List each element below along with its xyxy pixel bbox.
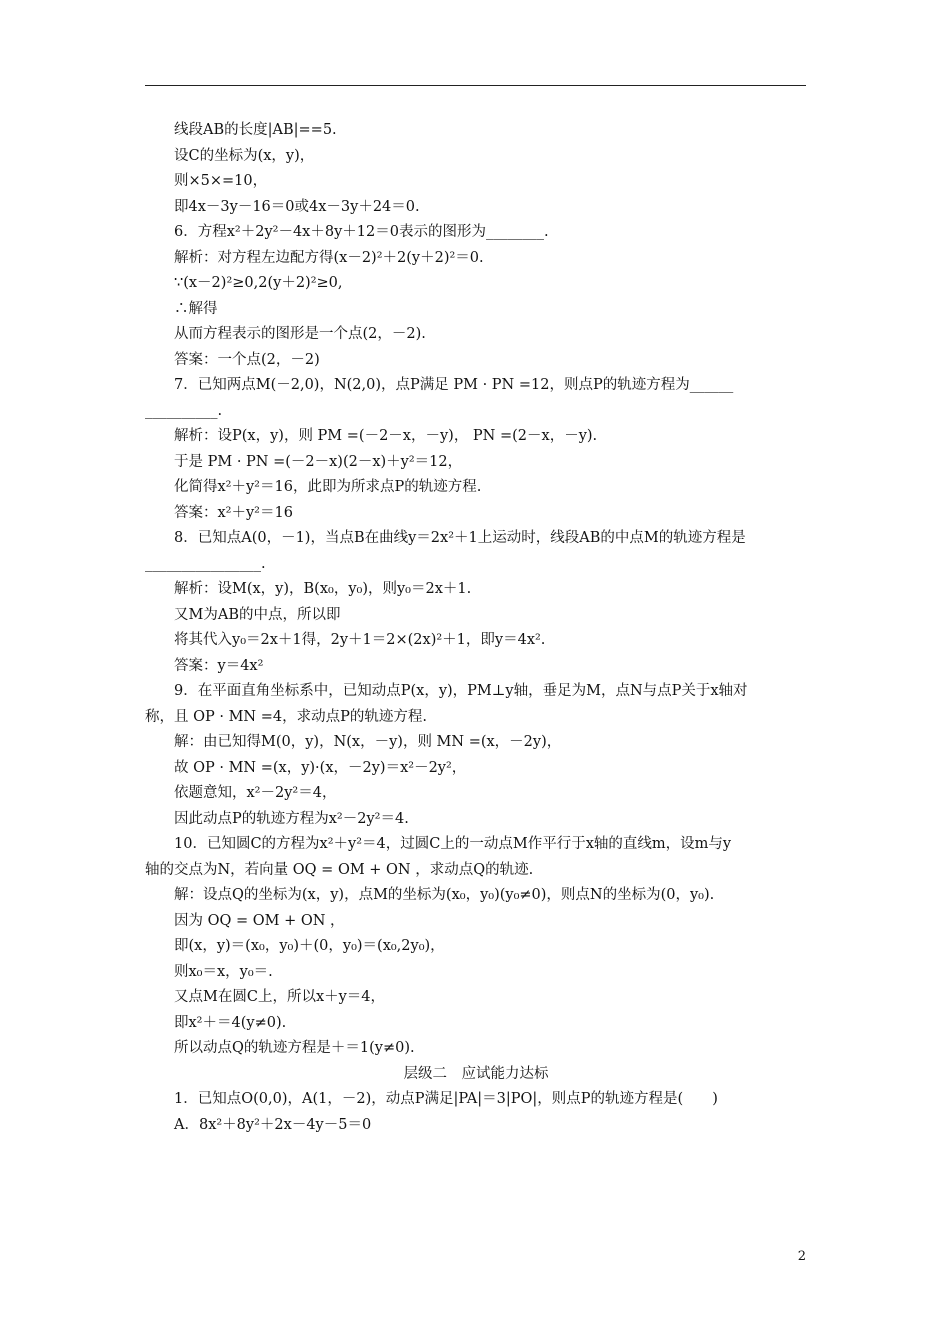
text-line: 解析：对方程左边配方得(x－2)²＋2(y＋2)²＝0. xyxy=(174,249,484,266)
text-line: 即4x－3y－16＝0或4x－3y＋24＝0. xyxy=(174,198,420,215)
text-line: A．8x²＋8y²＋2x－4y－5＝0 xyxy=(174,1116,372,1133)
text-line: 依题意知，x²－2y²＝4， xyxy=(174,785,337,801)
text-line: 解析：设M(x，y)，B(x₀，y₀)，则y₀＝2x＋1. xyxy=(174,581,472,597)
text-line: 故 OP · MN =(x，y)·(x，－2y)＝x²－2y²， xyxy=(174,759,467,776)
text-line: 9．在平面直角坐标系中，已知动点P(x，y)，PM⊥y轴，垂足为M，点N与点P关于x轴对 xyxy=(174,683,748,699)
text-line: ∴解得 xyxy=(174,300,218,317)
text-line: 即(x，y)＝(x₀，y₀)＋(0，y₀)＝(x₀,2y₀)， xyxy=(174,938,445,954)
text-line: 则x₀＝x，y₀＝. xyxy=(174,963,273,980)
text-line: 1．已知点O(0,0)，A(1，－2)，动点P满足|PA|＝3|PO|，则点P的轨迹方程是( ) xyxy=(174,1091,718,1107)
text-line: 10．已知圆C的方程为x²＋y²＝4，过圆C上的一动点M作平行于x轴的直线m，设m与y xyxy=(174,836,732,852)
text-line: 6．方程x²＋2y²－4x＋8y＋12＝0表示的图形为________. xyxy=(174,224,549,240)
text-line: 答案：x²＋y²＝16 xyxy=(174,504,293,521)
text-line: 解：由已知得M(0，y)，N(x，－y)，则 MN =(x，－2y)， xyxy=(174,734,562,750)
text-line: 于是 PM · PN =(－2－x)(2－x)＋y²＝12， xyxy=(174,453,463,470)
text-line: 因为 OQ = OM + ON ， xyxy=(174,912,345,929)
page-number: 2 xyxy=(797,1249,806,1264)
text-line: 又点M在圆C上，所以x＋y＝4， xyxy=(174,989,386,1005)
text-line: 答案：一个点(2，－2) xyxy=(174,351,320,368)
text-line: 所以动点Q的轨迹方程是＋＝1(y≠0). xyxy=(174,1040,415,1056)
text-line: __________. xyxy=(145,402,223,419)
text-line: 即x²＋＝4(y≠0). xyxy=(174,1014,287,1031)
header-rule xyxy=(145,85,806,86)
text-line: 化简得x²＋y²＝16，此即为所求点P的轨迹方程. xyxy=(174,479,482,495)
text-line: 答案：y＝4x² xyxy=(174,657,264,674)
text-line: 8．已知点A(0，－1)，当点B在曲线y＝2x²＋1上运动时，线段AB的中点M的轨迹方程是 xyxy=(174,530,746,546)
text-line: 从而方程表示的图形是一个点(2，－2). xyxy=(174,326,426,342)
text-line: 设C的坐标为(x，y)， xyxy=(174,147,315,164)
text-line: ∵(x－2)²≥0,2(y＋2)²≥0, xyxy=(174,275,343,291)
text-line: ________________. xyxy=(145,555,266,572)
document-body xyxy=(145,118,807,1138)
text-line: 因此动点P的轨迹方程为x²－2y²＝4. xyxy=(174,810,409,827)
text-line: 轴的交点为N，若向量 OQ = OM + ON ，求动点Q的轨迹. xyxy=(145,861,534,878)
text-line: 7．已知两点M(－2,0)，N(2,0)，点P满足 PM · PN =12，则点P的轨迹方程为______ xyxy=(174,377,734,393)
text-line: 将其代入y₀＝2x＋1得，2y＋1＝2×(2x)²＋1，即y＝4x². xyxy=(174,632,546,648)
text-line: 解析：设P(x，y)，则 PM =(－2－x，－y)， PN =(2－x，－y). xyxy=(174,428,598,444)
text-line: 又M为AB的中点，所以即 xyxy=(174,606,341,623)
text-line: 解：设点Q的坐标为(x，y)，点M的坐标为(x₀，y₀)(y₀≠0)，则点N的坐标为(0，y₀). xyxy=(174,887,715,903)
section-heading: 层级二 应试能力达标 xyxy=(403,1065,549,1082)
text-line: 则×5×=10， xyxy=(174,173,268,189)
text-line: 称，且 OP · MN =4，求动点P的轨迹方程. xyxy=(145,708,427,725)
text-line: 线段AB的长度|AB|==5. xyxy=(174,122,337,138)
